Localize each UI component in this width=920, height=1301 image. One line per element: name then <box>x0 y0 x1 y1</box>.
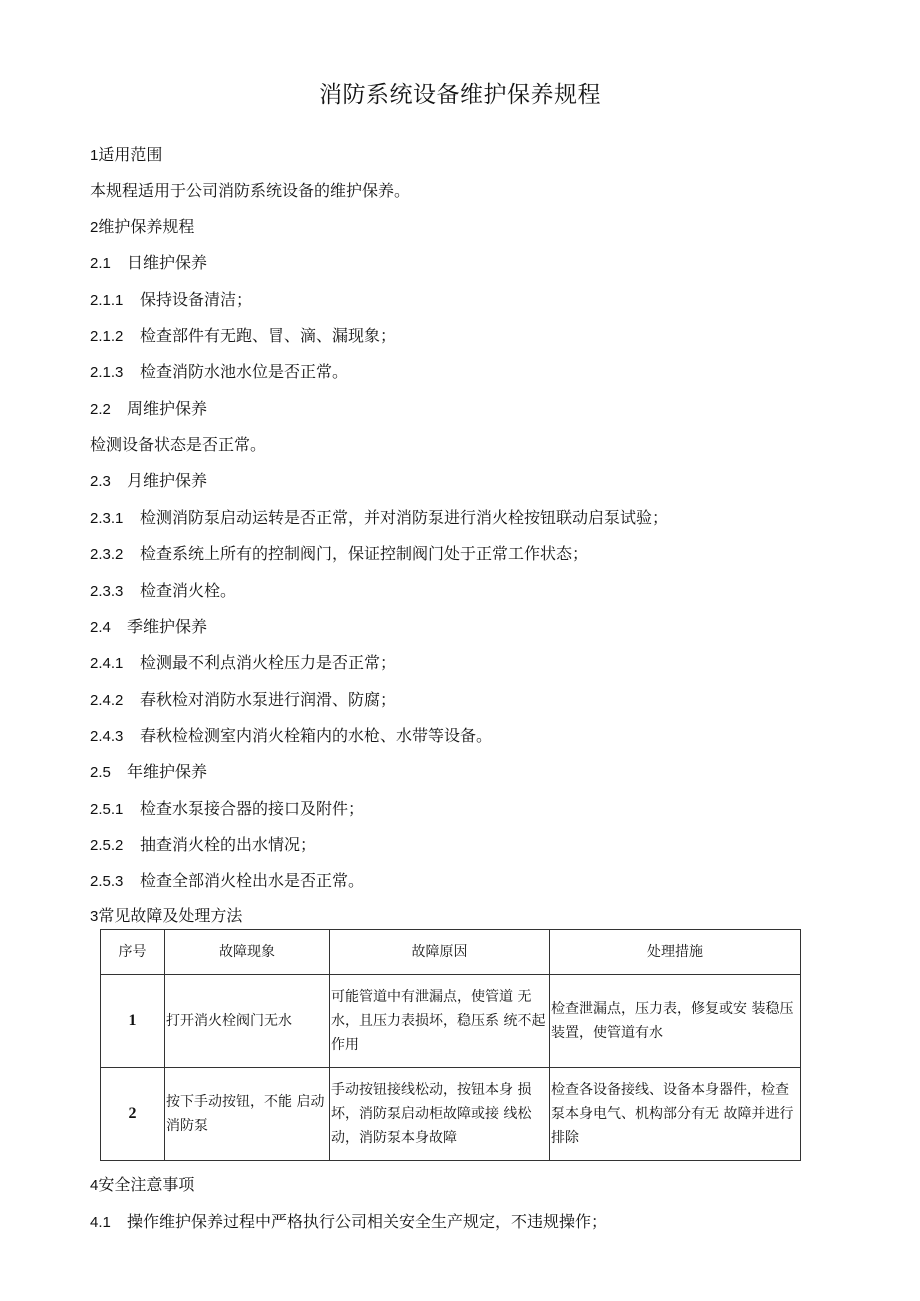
section-number: 1 <box>90 147 99 164</box>
subsection-heading-text: 年维护保养 <box>127 762 208 781</box>
list-item <box>90 289 252 312</box>
item-number: 2.4.2 <box>90 692 124 709</box>
item-text: 检测最不利点消火栓压力是否正常； <box>140 653 397 672</box>
item-text: 抽查消火栓的出水情况； <box>140 835 317 854</box>
section-heading-text: 安全注意事项 <box>98 1175 195 1194</box>
subsection-number: 2.1 <box>90 255 111 272</box>
subsection-2-5-heading <box>90 761 207 784</box>
cell-symptom: 打开消火栓阀门无水 <box>165 975 330 1068</box>
item-text: 春秋检对消防水泵进行润滑、防腐； <box>140 690 397 709</box>
item-text: 保持设备清洁； <box>140 290 253 309</box>
list-item <box>90 1211 607 1234</box>
item-text: 检查系统上所有的控制阀门，保证控制阀门处于正常工作状态； <box>140 544 589 563</box>
list-item <box>90 543 588 566</box>
section-heading-text: 常见故障及处理方法 <box>98 906 243 925</box>
item-text: 检查消火栓。 <box>140 581 237 600</box>
item-text: 检查全部消火栓出水是否正常。 <box>140 871 365 890</box>
list-item <box>90 689 396 712</box>
subsection-2-2-heading <box>90 398 207 421</box>
column-header-cause: 故障原因 <box>330 930 550 975</box>
subsection-heading-text: 周维护保养 <box>127 399 208 418</box>
item-number: 2.3.1 <box>90 510 124 527</box>
subsection-number: 2.2 <box>90 401 111 418</box>
cell-action: 检查泄漏点，压力表，修复或安 装稳压装置，使管道有水 <box>550 975 801 1068</box>
table-header-row <box>101 930 801 975</box>
column-header-no: 序号 <box>101 930 165 975</box>
list-item <box>90 798 364 821</box>
item-text: 检查消防水池水位是否正常。 <box>140 362 349 381</box>
cell-symptom: 按下手动按钮，不能 启动消防泵 <box>165 1068 330 1161</box>
section-4-heading <box>90 1174 194 1197</box>
item-number: 4.1 <box>90 1214 111 1231</box>
section-heading-text: 适用范围 <box>98 145 163 164</box>
item-number: 2.1.1 <box>90 292 124 309</box>
item-number: 2.1.3 <box>90 364 124 381</box>
section-1-body: 本规程适用于公司消防系统设备的维护保养。 <box>90 181 411 200</box>
item-text: 春秋检检测室内消火栓箱内的水枪、水带等设备。 <box>140 726 493 745</box>
cell-no: 1 <box>101 975 165 1068</box>
section-number: 4 <box>90 1177 99 1194</box>
list-item <box>90 325 396 348</box>
item-text: 检查水泵接合器的接口及附件； <box>140 799 365 818</box>
subsection-number: 2.3 <box>90 473 111 490</box>
subsection-2-2-body: 检测设备状态是否正常。 <box>90 435 267 454</box>
section-3-heading <box>90 905 242 928</box>
list-item <box>90 361 348 384</box>
list-item <box>90 507 668 530</box>
column-header-action: 处理措施 <box>550 930 801 975</box>
list-item <box>90 652 396 675</box>
subsection-heading-text: 季维护保养 <box>127 617 208 636</box>
item-number: 2.4.1 <box>90 655 124 672</box>
item-text: 检查部件有无跑、冒、滴、漏现象； <box>140 326 397 345</box>
item-number: 2.1.2 <box>90 328 124 345</box>
document-title: 消防系统设备维护保养规程 <box>319 82 601 108</box>
section-number: 2 <box>90 219 99 236</box>
cell-cause: 可能管道中有泄漏点，使管道 无水，且压力表损坏，稳压系 统不起作用 <box>330 975 550 1068</box>
table-row <box>101 1068 801 1161</box>
cell-no: 2 <box>101 1068 165 1161</box>
item-text: 操作维护保养过程中严格执行公司相关安全生产规定，不违规操作； <box>127 1212 608 1231</box>
section-number: 3 <box>90 908 99 925</box>
subsection-2-3-heading <box>90 470 207 493</box>
section-heading-text: 维护保养规程 <box>98 217 195 236</box>
item-number: 2.3.2 <box>90 546 124 563</box>
subsection-2-1-heading <box>90 252 207 275</box>
column-header-symptom: 故障现象 <box>165 930 330 975</box>
fault-table <box>100 929 801 1161</box>
list-item <box>90 834 316 857</box>
subsection-number: 2.4 <box>90 619 111 636</box>
item-number: 2.3.3 <box>90 583 124 600</box>
item-text: 检测消防泵启动运转是否正常，并对消防泵进行消火栓按钮联动启泵试验； <box>140 508 669 527</box>
item-number: 2.4.3 <box>90 728 124 745</box>
section-1-heading <box>90 144 162 167</box>
subsection-2-4-heading <box>90 616 207 639</box>
list-item <box>90 580 236 603</box>
subsection-heading-text: 月维护保养 <box>127 471 208 490</box>
table-row <box>101 975 801 1068</box>
subsection-number: 2.5 <box>90 764 111 781</box>
list-item <box>90 725 492 748</box>
list-item <box>90 870 364 893</box>
subsection-heading-text: 日维护保养 <box>127 253 208 272</box>
cell-action: 检查各设备接线、设备本身器件，检查泵本身电气、机构部分有无 故障并进行排除 <box>550 1068 801 1161</box>
item-number: 2.5.1 <box>90 801 124 818</box>
section-2-heading <box>90 216 194 239</box>
item-number: 2.5.3 <box>90 873 124 890</box>
item-number: 2.5.2 <box>90 837 124 854</box>
cell-cause: 手动按钮接线松动，按钮本身 损坏，消防泵启动柜故障或接 线松动，消防泵本身故障 <box>330 1068 550 1161</box>
